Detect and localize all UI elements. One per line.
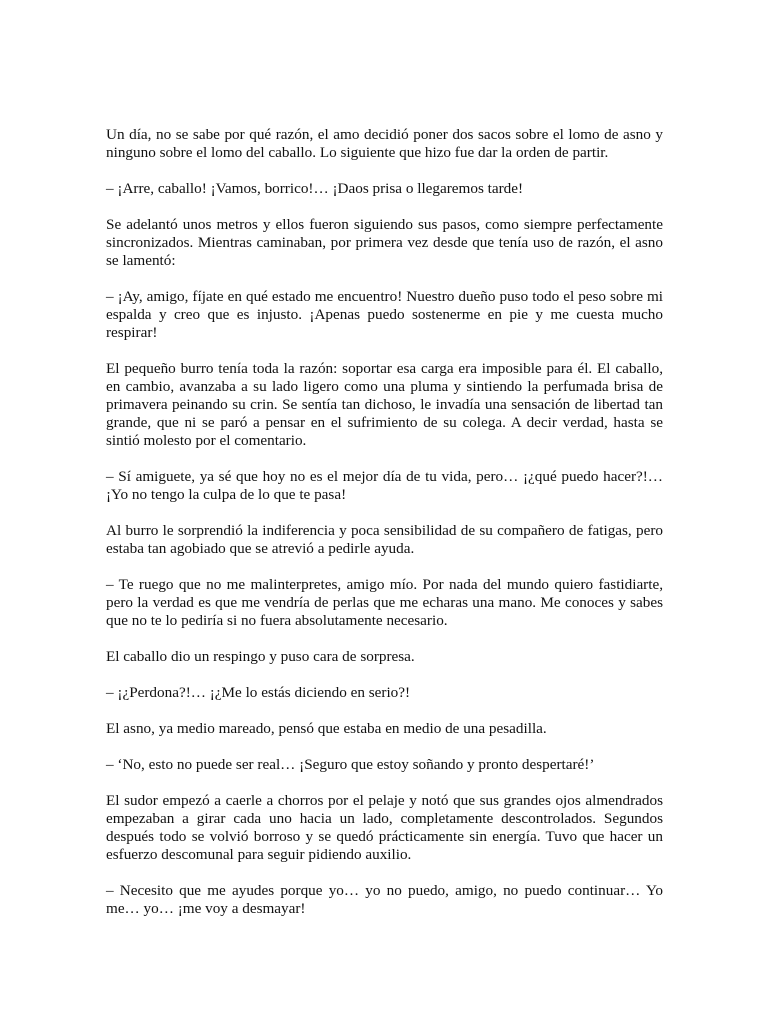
dialogue-7: – Necesito que me ayudes porque yo… yo no puedo, amigo, no puedo continuar… Yo me… yo… ¡me voy a desmayar!	[106, 882, 663, 917]
paragraph-2: Se adelantó unos metros y ellos fueron siguiendo sus pasos, como siempre perfectamente sincronizados. Mientras caminaban, por primera vez desde que tenía uso de razón, el asno se lamentó:	[106, 216, 663, 269]
paragraph-6: El asno, ya medio mareado, pensó que estaba en medio de una pesadilla.	[106, 720, 547, 737]
document-body	[106, 126, 663, 936]
dialogue-4: – Te ruego que no me malinterpretes, amigo mío. Por nada del mundo quiero fastidiarte, pero la verdad es que me vendría de perlas que me echaras una mano. Me conoces y sabes que no te lo pediría si no fuera absolutamente necesario.	[106, 576, 663, 629]
paragraph-1: Un día, no se sabe por qué razón, el amo decidió poner dos sacos sobre el lomo de asno y ninguno sobre el lomo del caballo. Lo siguiente que hizo fue dar la orden de partir.	[106, 126, 663, 161]
paragraph-4: Al burro le sorprendió la indiferencia y poca sensibilidad de su compañero de fatigas, pero estaba tan agobiado que se atrevió a pedirle ayuda.	[106, 522, 663, 557]
paragraph-7: El sudor empezó a caerle a chorros por el pelaje y notó que sus grandes ojos almendrados empezaban a girar cada uno hacia un lado, completamente descontrolados. Segundos después todo se volvió borroso y se quedó prácticamente sin energía. Tuvo que hacer un esfuerzo descomunal para seguir pidiendo auxilio.	[106, 792, 663, 863]
dialogue-1: – ¡Arre, caballo! ¡Vamos, borrico!… ¡Daos prisa o llegaremos tarde!	[106, 180, 524, 197]
dialogue-5: – ¡¿Perdona?!… ¡¿Me lo estás diciendo en serio?!	[106, 684, 411, 701]
dialogue-6: – ‘No, esto no puede ser real… ¡Seguro que estoy soñando y pronto despertaré!’	[106, 756, 595, 773]
paragraph-5: El caballo dio un respingo y puso cara de sorpresa.	[106, 648, 415, 665]
dialogue-3: – Sí amiguete, ya sé que hoy no es el mejor día de tu vida, pero… ¡¿qué puedo hacer?!… ¡Yo no tengo la culpa de lo que te pasa!	[106, 468, 663, 503]
dialogue-2: – ¡Ay, amigo, fíjate en qué estado me encuentro! Nuestro dueño puso todo el peso sobre mi espalda y creo que es injusto. ¡Apenas puedo sostenerme en pie y me cuesta mucho respirar!	[106, 288, 663, 341]
paragraph-3: El pequeño burro tenía toda la razón: soportar esa carga era imposible para él. El caballo, en cambio, avanzaba a su lado ligero como una pluma y sintiendo la perfumada brisa de primavera peinando su crin. Se sentía tan dichoso, le invadía una sensación de libertad tan grande, que ni se paró a pensar en el sufrimiento de su colega. A decir verdad, hasta se sintió molesto por el comentario.	[106, 360, 663, 449]
